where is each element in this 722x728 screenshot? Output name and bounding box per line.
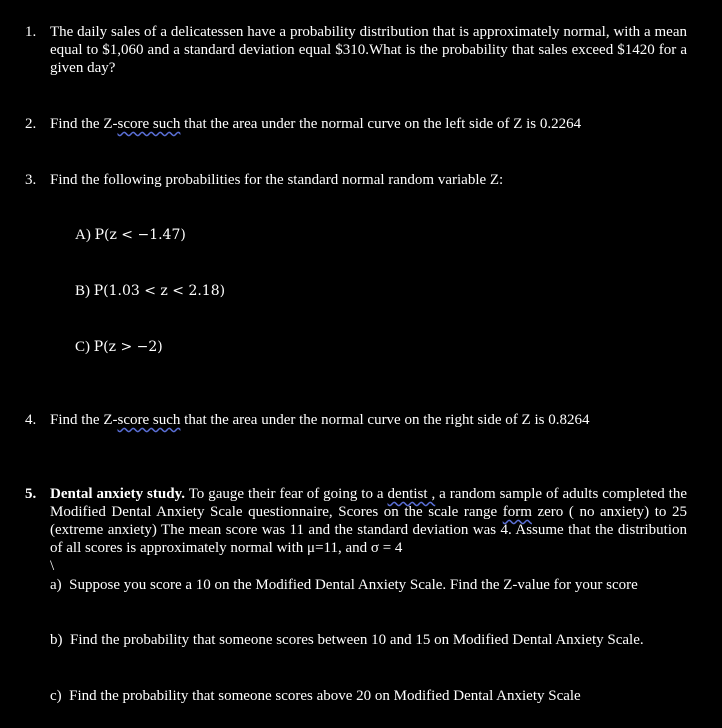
part-a <box>50 576 638 594</box>
text-segment: that the area under the normal curve on the right side of Z is 0.8264 <box>180 412 590 428</box>
question-5 <box>25 485 687 575</box>
question-number: 3. <box>25 172 37 188</box>
part-label: a) <box>50 577 62 593</box>
question-text: Find the following probabilities for the standard normal random variable Z: <box>50 172 504 188</box>
question-4 <box>25 411 687 429</box>
text-segment: To gauge their fear of going to a <box>185 486 388 502</box>
part-text: Find the probability that someone scores above 20 on Modified Dental Anxiety Scale <box>69 688 581 704</box>
math-expression: P(z < −1.47) <box>94 227 186 243</box>
question-number: 5. <box>25 486 37 502</box>
part-label: A) <box>75 227 91 243</box>
part-label: c) <box>50 688 62 704</box>
part-label: C) <box>75 339 90 355</box>
text-segment: Find the Z- <box>50 412 118 428</box>
question-number: 1. <box>25 24 37 40</box>
part-c <box>75 338 163 356</box>
part-b <box>50 631 644 649</box>
part-text: Suppose you score a 10 on the Modified Dental Anxiety Scale. Find the Z-value for your score <box>69 577 638 593</box>
part-b <box>75 282 225 300</box>
question-number: 2. <box>25 116 37 132</box>
spellcheck-underline: score such <box>117 116 181 132</box>
question-text <box>50 485 687 557</box>
question-1 <box>25 23 687 77</box>
text-segment: that the area under the normal curve on the left side of Z is 0.2264 <box>180 116 582 132</box>
question-3 <box>25 171 687 189</box>
math-expression: P(1.03 < z < 2.18) <box>93 283 226 299</box>
stray-character: \ <box>50 558 55 574</box>
question-2 <box>25 115 687 133</box>
part-c <box>50 687 581 705</box>
text-segment: a random sample of adults completed the Modified Dental Anxiety Scale questionnaire, Scores on the scale range <box>50 486 687 520</box>
question-number: 4. <box>25 412 37 428</box>
question-text <box>50 411 687 429</box>
question-text <box>50 115 687 133</box>
part-label: B) <box>75 283 90 299</box>
spellcheck-underline: form <box>502 504 532 520</box>
part-a <box>75 226 186 244</box>
question-text: The daily sales of a delicatessen have a probability distribution that is approximately normal, with a mean equal to $1,060 and a standard deviation equal $310.What is the probability that sales exceed $1420 for a given day? <box>50 24 687 76</box>
math-expression: P(z > −2) <box>93 339 163 355</box>
text-segment: Find the Z- <box>50 116 118 132</box>
spellcheck-underline: score such <box>117 412 181 428</box>
question-title: Dental anxiety study. <box>50 486 186 502</box>
part-label: b) <box>50 632 63 648</box>
text-segment: zero ( no anxiety) to 25 (extreme anxiety) The mean score was 11 and the standard deviation was 4. Assume that the distribution of all scores is approximately normal with μ=11, and σ = 4 <box>50 504 687 556</box>
part-text: Find the probability that someone scores between 10 and 15 on Modified Dental Anxiety Scale. <box>70 632 644 648</box>
spellcheck-underline: dentist , <box>387 486 436 502</box>
